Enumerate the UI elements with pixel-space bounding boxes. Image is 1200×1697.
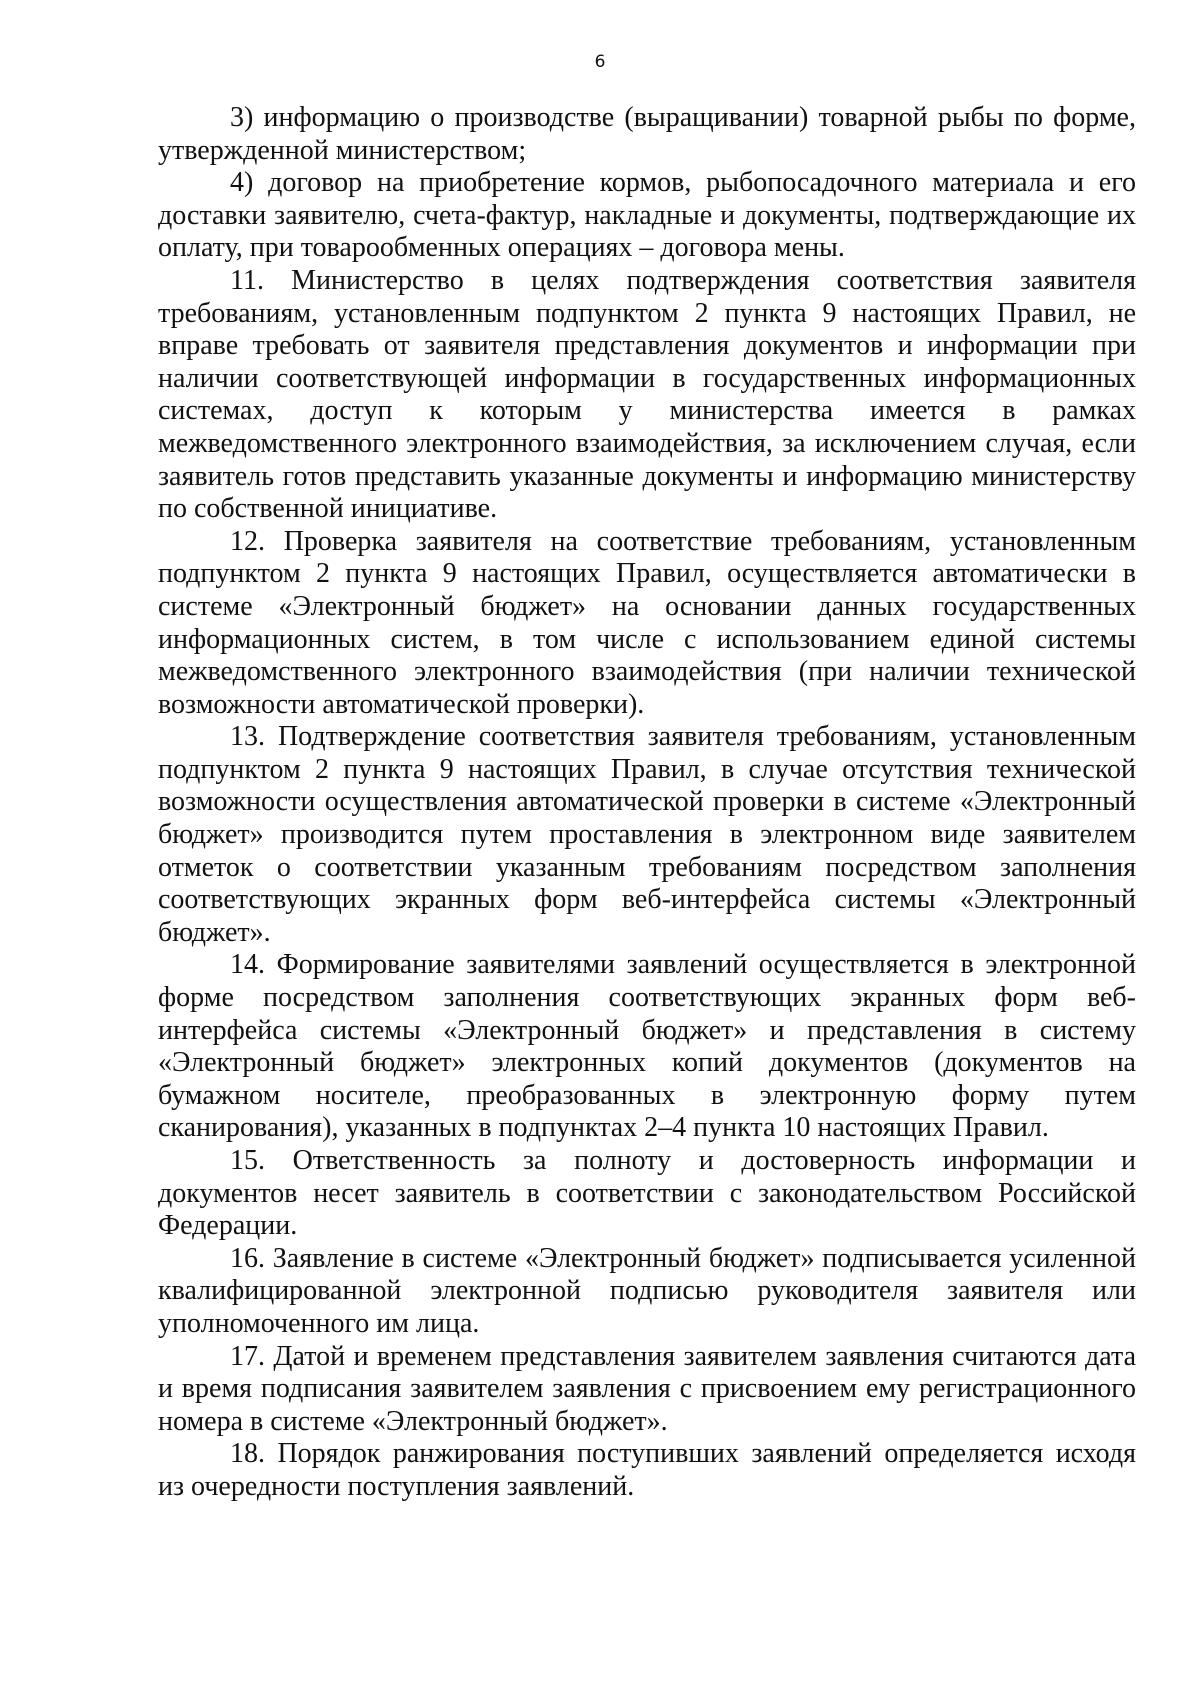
- paragraph-18: 18. Порядок ранжирования поступивших заявлений определяется исходя из очередности поступления заявлений.: [158, 1438, 1136, 1502]
- page-number: 6: [594, 52, 606, 72]
- paragraph-17: 17. Датой и временем представления заявителем заявления считаются дата и время подписания заявителем заявления с присвоением ему регистрационного номера в системе «Электронный бюджет».: [158, 1340, 1136, 1437]
- paragraph-12: 12. Проверка заявителя на соответствие требованиям, установленным подпунктом 2 пункта 9 настоящих Правил, осуществляется автоматически в системе «Электронный бюджет» на основании данных государственных информационных систем, в том числе с использованием единой системы межведомственного электронного взаимодействия (при наличии технической возможности автоматической проверки).: [158, 525, 1136, 720]
- paragraph-13: 13. Подтверждение соответствия заявителя требованиям, установленным подпунктом 2 пункта 9 настоящих Правил, в случае отсутствия технической возможности осуществления автоматической проверки в системе «Электронный бюджет» производится путем проставления в электронном виде заявителем отметок о соответствии указанным требованиям посредством заполнения соответствующих экранных форм веб-интерфейса системы «Электронный бюджет».: [158, 721, 1136, 948]
- paragraph-16: 16. Заявление в системе «Электронный бюджет» подписывается усиленной квалифицированной электронной подписью руководителя заявителя или уполномоченного им лица.: [158, 1242, 1136, 1339]
- paragraph-14: 14. Формирование заявителями заявлений осуществляется в электронной форме посредством заполнения соответствующих экранных форм веб-интерфейса системы «Электронный бюджет» и представления в систему «Электронный бюджет» электронных копий документов (документов на бумажном носителе, преобразованных в электронную форму путем сканирования), указанных в подпунктах 2–4 пункта 10 настоящих Правил.: [158, 949, 1136, 1144]
- document-body: [158, 102, 1136, 1504]
- paragraph-15: 15. Ответственность за полноту и достоверность информации и документов несет заявитель в соответствии с законодательством Российской Федерации.: [158, 1145, 1136, 1242]
- paragraph-item-3: 3) информацию о производстве (выращивании) товарной рыбы по форме, утвержденной министерством;: [158, 102, 1136, 166]
- paragraph-item-4: 4) договор на приобретение кормов, рыбопосадочного материала и его доставки заявителю, счета-фактур, накладные и документы, подтверждающие их оплату, при товарообменных операциях – договора мены.: [158, 167, 1136, 264]
- paragraph-11: 11. Министерство в целях подтверждения соответствия заявителя требованиям, установленным подпунктом 2 пункта 9 настоящих Правил, не вправе требовать от заявителя представления документов и информации при наличии соответствующей информации в государственных информационных системах, доступ к которым у министерства имеется в рамках межведомственного электронного взаимодействия, за исключением случая, если заявитель готов представить указанные документы и информацию министерству по собственной инициативе.: [158, 264, 1136, 525]
